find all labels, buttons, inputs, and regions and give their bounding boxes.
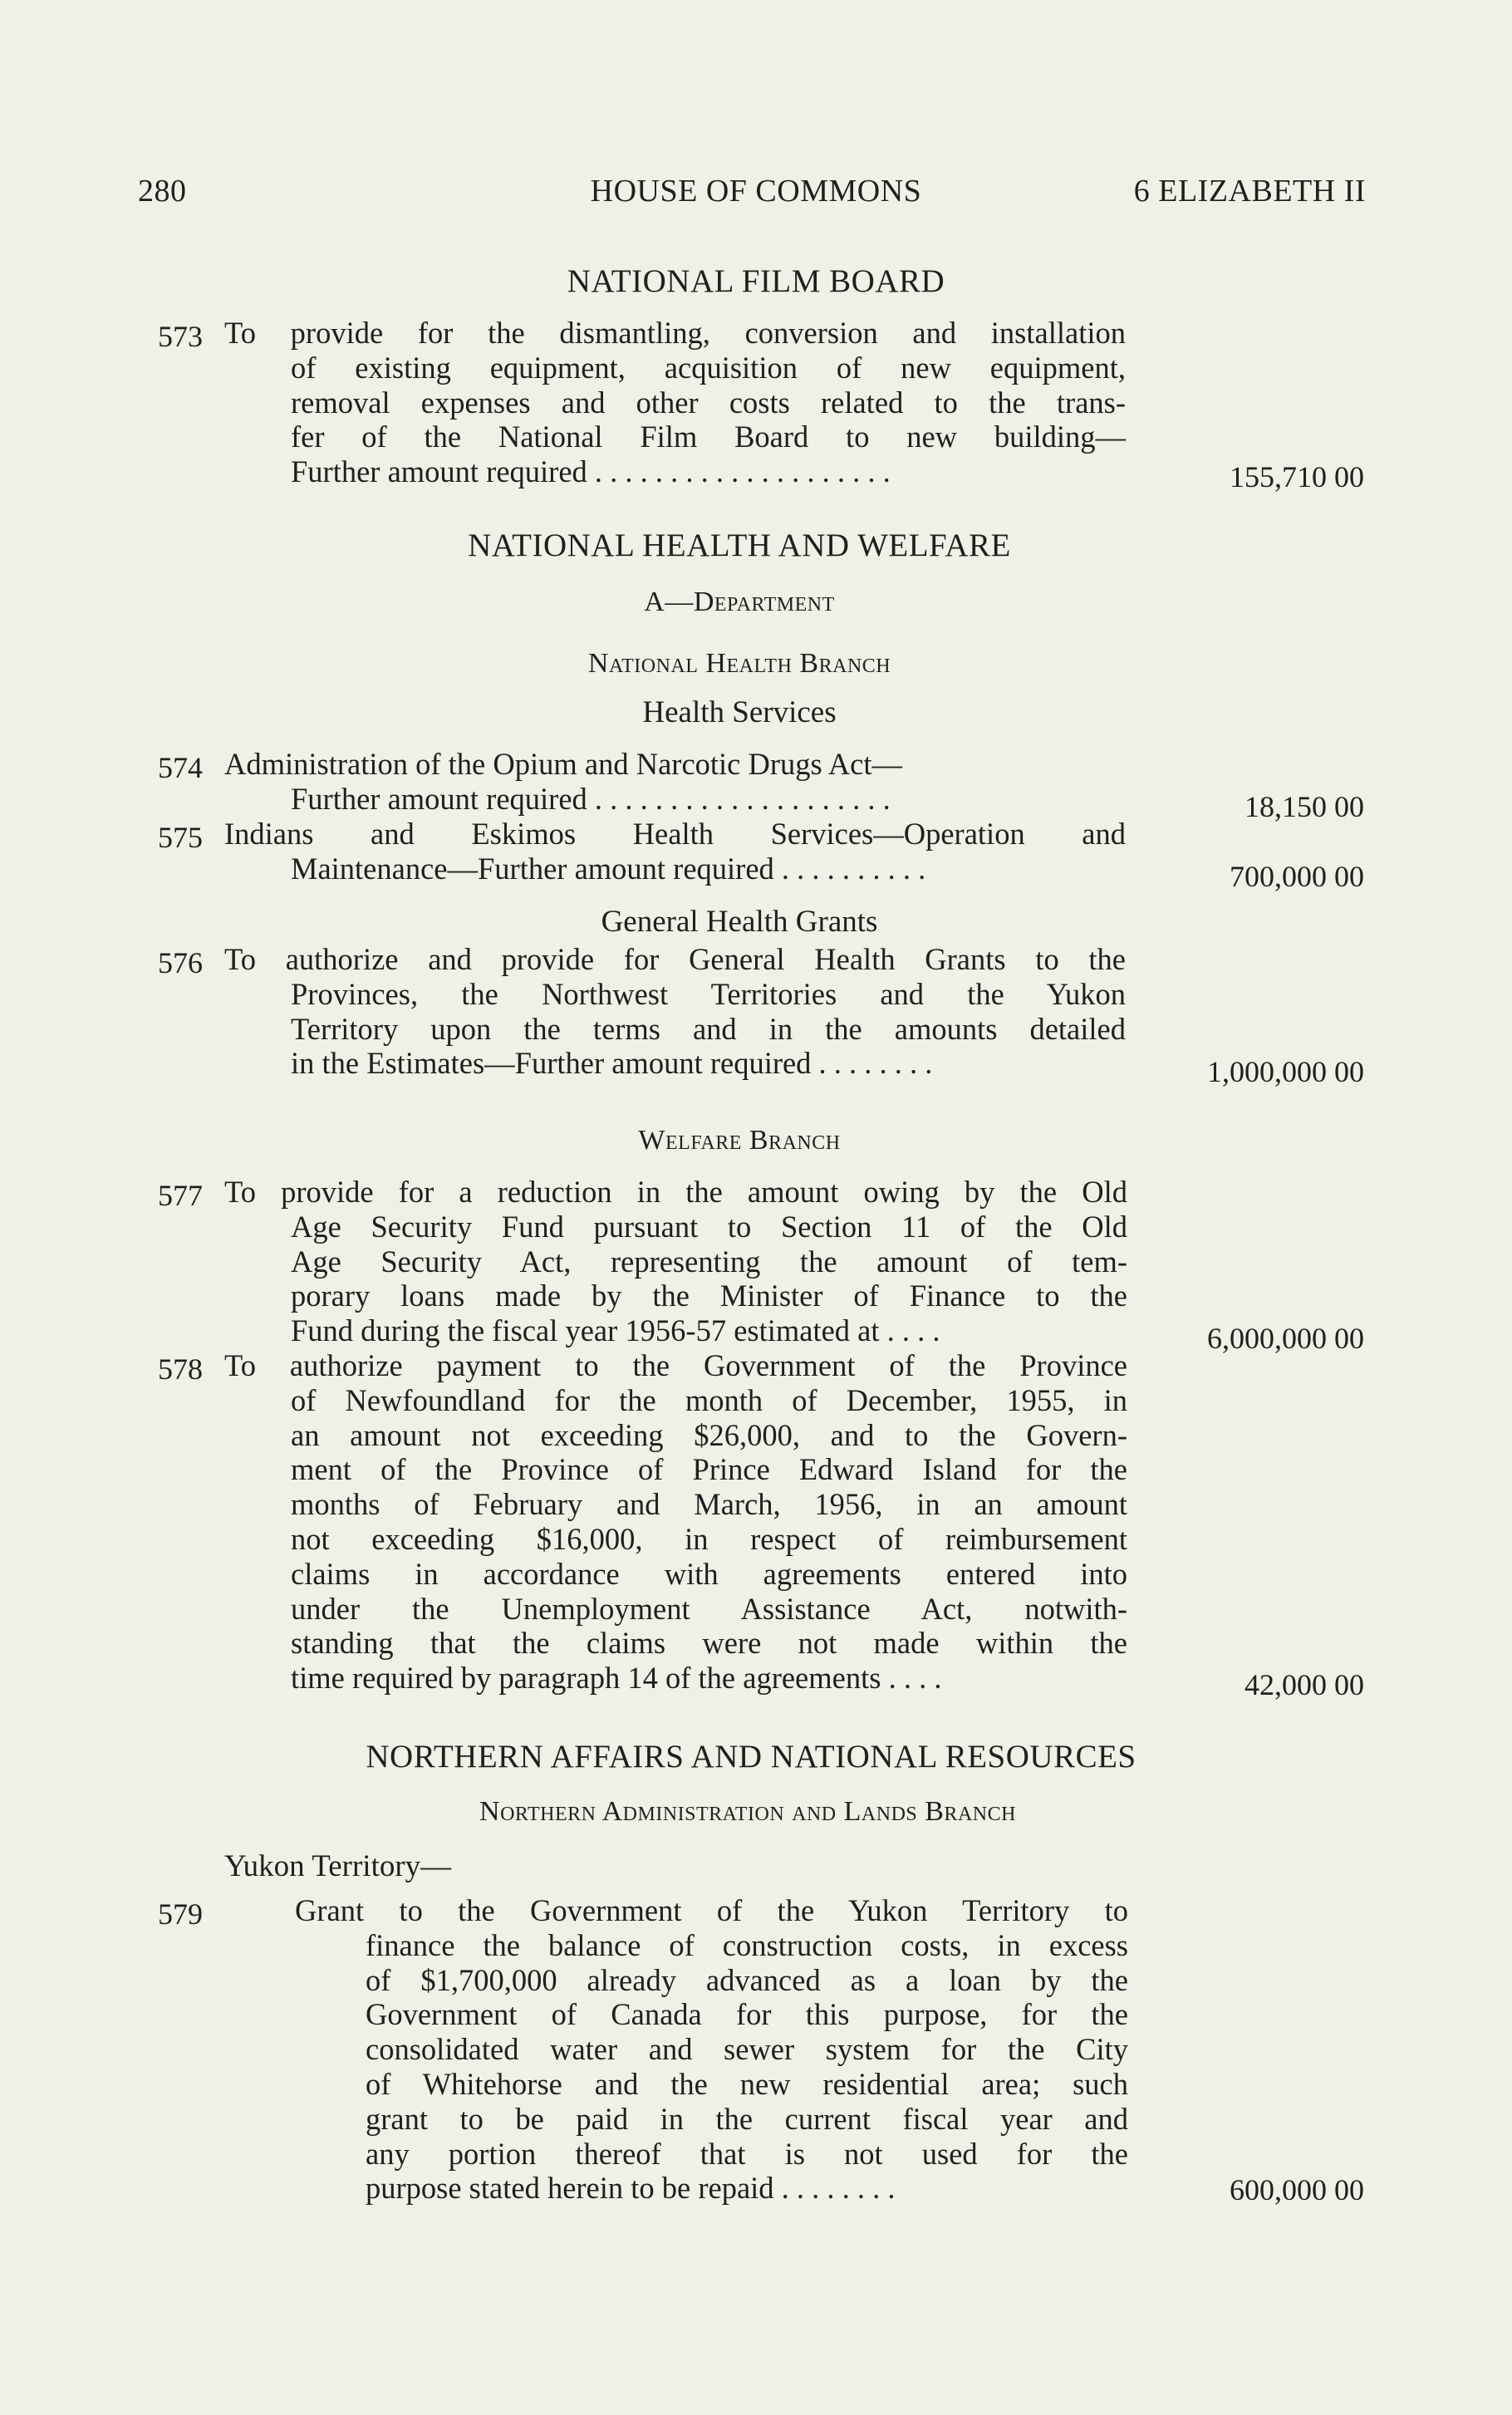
- vote-amount: 42,000 00: [1244, 1668, 1364, 1701]
- vote-amount: 1,000,000 00: [1207, 1055, 1364, 1088]
- territory-label: Yukon Territory—: [224, 1849, 452, 1883]
- running-title: HOUSE OF COMMONS: [590, 174, 922, 209]
- vote-number: 579: [158, 1897, 203, 1931]
- section-heading-health-welfare: NATIONAL HEALTH AND WELFARE: [468, 528, 1011, 563]
- vote-amount: 155,710 00: [1230, 460, 1364, 493]
- vote-number: 573: [158, 320, 203, 353]
- group-heading-health-services: Health Services: [642, 695, 837, 729]
- vote-description: To provide for a reduction in the amount owing by the Old Age Security Fund pursuant to Section 11 of the Old Age Security Act, representing the amount of tem- porary loans made by the Minister of Finance to the Fund during the fiscal year 1956-57 estimated at . . . .: [224, 1175, 1127, 1348]
- vote-description: To provide for the dismantling, conversion and installation of existing equipment, acquisition of new equipment, removal expenses and other costs related to the trans- fer of the National Film Board to new building— Further amount required . . . . . . . . . . . . . . . . . . . .: [224, 316, 1126, 489]
- branch-heading-northern-admin: Northern Administration and Lands Branch: [479, 1796, 1016, 1827]
- vote-amount: 6,000,000 00: [1207, 1322, 1364, 1355]
- vote-description: Administration of the Opium and Narcotic Drugs Act— Further amount required . . . . . . . . . . . . . . . . . . . .: [224, 747, 903, 816]
- branch-heading-health: National Health Branch: [587, 648, 891, 679]
- vote-number: 578: [158, 1352, 203, 1386]
- section-heading-northern-affairs: NORTHERN AFFAIRS AND NATIONAL RESOURCES: [366, 1739, 1136, 1774]
- vote-number: 575: [158, 821, 203, 854]
- vote-description: To authorize and provide for General Health Grants to the Provinces, the Northwest Territories and the Yukon Territory upon the terms and in the amounts detailed in the Estimates—Further amount required . . . . . . . .: [224, 942, 1126, 1081]
- vote-amount: 700,000 00: [1230, 860, 1364, 893]
- vote-amount: 600,000 00: [1230, 2173, 1364, 2206]
- vote-description: Grant to the Government of the Yukon Territory to finance the balance of construction costs, in excess of $1,700,000 already advanced as a loan by the Government of Canada for this purpose, for the consolidated water and sewer system for the City of Whitehorse and the new residential area; such grant to be paid in the current fiscal year and any portion thereof that is not used for the purpose stated herein to be repaid . . . . . . . .: [295, 1893, 1128, 2206]
- section-heading-film-board: NATIONAL FILM BOARD: [567, 263, 945, 299]
- vote-description: Indians and Eskimos Health Services—Operation and Maintenance—Further amount required . . . . . . . . . .: [224, 817, 1126, 886]
- vote-amount: 18,150 00: [1244, 790, 1364, 823]
- subheading-department: A—Department: [644, 587, 835, 617]
- vote-number: 576: [158, 946, 203, 979]
- vote-number: 577: [158, 1179, 203, 1212]
- branch-heading-welfare: Welfare Branch: [638, 1125, 841, 1156]
- group-heading-general-grants: General Health Grants: [601, 905, 878, 939]
- vote-number: 574: [158, 751, 203, 784]
- session-label: 6 ELIZABETH II: [1133, 174, 1366, 209]
- vote-description: To authorize payment to the Government of the Province of Newfoundland for the month of December, 1955, in an amount not exceeding $26,000, and to the Govern- ment of the Province of Prince Edward Island for the months of February and March, 1956, in an amount not exceeding $16,000, in respect of reimbursement claims in accordance with agreements entered into under the Unemployment Assistance Act, notwith- standing that the claims were not made within the time required by paragraph 14 of the agreements . . . .: [224, 1348, 1127, 1696]
- page-number: 280: [138, 174, 187, 209]
